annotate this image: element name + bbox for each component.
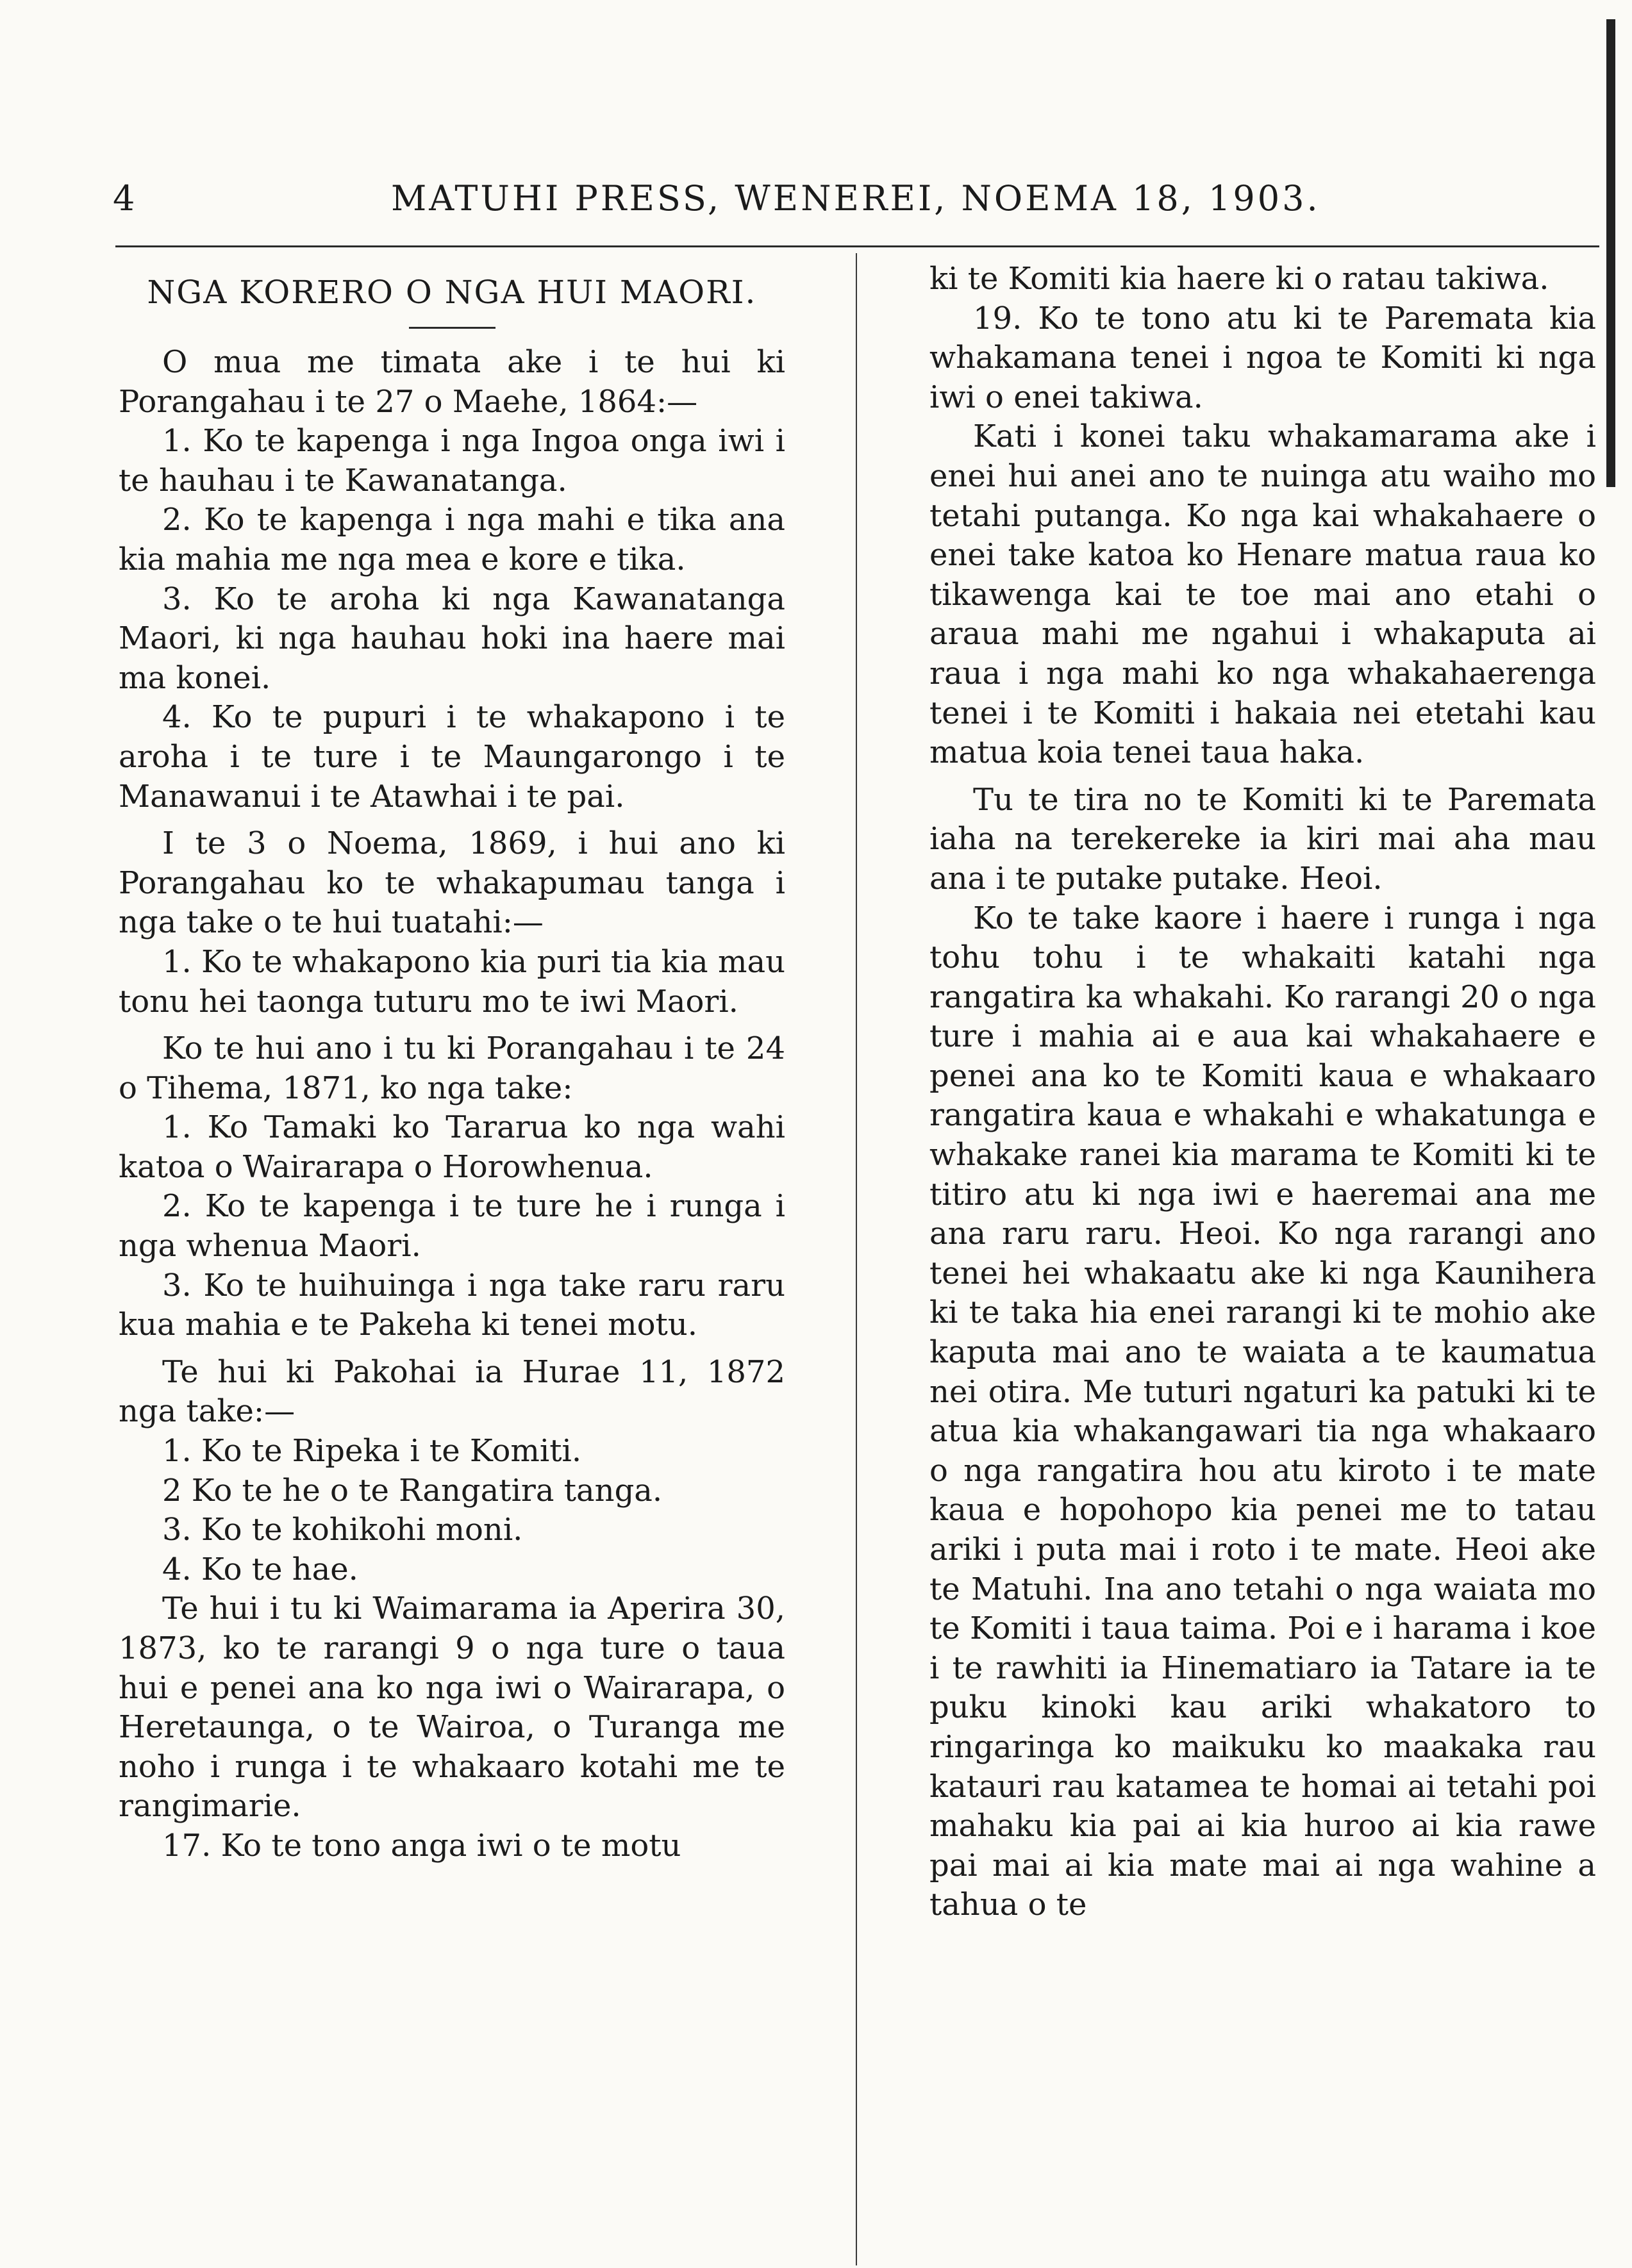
list-item: 3. Ko te huihuinga i nga take raru raru kua mahia e te Pakeha ki tenei motu.	[119, 1267, 785, 1343]
paragraph: Tu te tira no te Komiti ki te Paremata iaha na terekereke ia kiri mai aha mau ana i te putake putake. Heoi.	[929, 781, 1596, 897]
paragraph: Kati i konei taku whakamarama ake i enei hui anei ano te nuinga atu waiho mo tetahi putanga. Ko nga kai whakahaere o enei take katoa ko Henare matua raua ko tikawenga kai te toe mai ano etahi o araua mahi me ngahui i whakaputa ai raua i nga mahi ko nga whakahaerenga tenei i te Komiti i hakaia nei etetahi kau matua koia tenei taua haka.	[929, 418, 1596, 771]
column-divider	[856, 253, 857, 2265]
list-item: 2. Ko te kapenga i nga mahi e tika ana kia mahia me nga mea e kore e tika.	[119, 502, 785, 577]
paragraph: Ko te take kaore i haere i runga i nga tohu tohu i te whakaiti katahi nga rangatira ka whakahi. Ko rarangi 20 o nga ture i mahia ai e aua kai whakahaere e penei ana ko te Komiti kaua e whakaaro rangatira kaua e whakahi e whakatunga e whakake ranei kia marama te Komiti ki te titiro atu ki nga iwi e haeremai ana me ana raru raru. Heoi. Ko nga rarangi ano tenei hei whakaatu ake ki nga Kaunihera ki te taka hia enei rarangi ki te mohio ake kaputa mai ano te waiata a te kaumatua nei otira. Me tuturi ngaturi ka patuki ki te atua kia whakangawari tia nga whakaaro o nga rangatira hou atu kiroto i te mate kaua e hopohopo kia penei me to tatau ariki i puta mai i roto i te mate. Heoi ake te Matuhi. Ina ano tetahi o nga waiata mo te Komiti i taua taima. Poi e i harama i koe i te rawhiti ia Hinematiaro ia Tatare ia te puku kinoki kau ariki whakatoro to ringaringa ko maikuku ko maakaka rau katauri rau katamea te homai ai tetahi poi mahaku kia pai ai kia huroo ai kia rawe pai mai ai kia mate mai ai nga wahine a tahua o te	[929, 900, 1597, 1923]
list-item: 1. Ko te kapenga i nga Ingoa onga iwi i te hauhau i te Kawanatanga.	[119, 423, 785, 499]
list-item: 4. Ko te pupuri i te whakapono i te aroha i te ture i te Maungarongo i te Manawanui i te Atawhai i te pai.	[119, 699, 785, 815]
page-edge-mark	[1606, 19, 1615, 487]
list-item: 19. Ko te tono atu ki te Paremata kia whakamana tenei i ngoa te Komiti ki nga iwi o enei takiwa.	[929, 300, 1596, 415]
list-item: 3. Ko te aroha ki nga Kawanatanga Maori, ki nga hauhau hoki ina haere mai ma konei.	[119, 581, 785, 696]
header-rule	[115, 245, 1599, 247]
list-item: 1. Ko Tamaki ko Tararua ko nga wahi katoa o Wairarapa o Horowhenua.	[119, 1109, 785, 1185]
article-title: NGA KORERO O NGA HUI MAORI.	[147, 274, 757, 311]
paragraph: I te 3 o Noema, 1869, i hui ano ki Porangahau ko te whakapumau tanga i nga take o te hui tuatahi:—	[119, 825, 785, 941]
newspaper-header-title: MATUHI PRESS, WENEREI, NOEMA 18, 1903.	[391, 178, 1320, 219]
page-header	[96, 173, 1590, 224]
left-column	[119, 260, 785, 1866]
paragraph: O mua me timata ake i te hui ki Porangahau i te 27 o Maehe, 1864:—	[119, 344, 785, 420]
list-item: 17. Ko te tono anga iwi o te motu	[162, 1827, 681, 1864]
list-item: 2 Ko te he o te Rangatira tanga.	[162, 1472, 663, 1509]
page-number: 4	[113, 178, 135, 219]
right-column	[929, 260, 1596, 1925]
list-item: 3. Ko te kohikohi moni.	[162, 1512, 523, 1548]
list-item: 4. Ko te hae.	[162, 1551, 358, 1587]
list-item: 2. Ko te kapenga i te ture he i runga i nga whenua Maori.	[119, 1188, 785, 1264]
title-rule	[409, 327, 495, 329]
paragraph: Te hui i tu ki Waimarama ia Aperira 30, 1873, ko te rarangi 9 o nga ture o taua hui e penei ana ko nga iwi o Wairarapa, o Heretaunga, o te Wairoa, o Turanga me noho i runga i te whakaaro kotahi me te rangimarie.	[119, 1591, 785, 1825]
list-item: 1. Ko te whakapono kia puri tia kia mau tonu hei taonga tuturu mo te iwi Maori.	[119, 943, 785, 1020]
paragraph: Ko te hui ano i tu ki Porangahau i te 24 o Tihema, 1871, ko nga take:	[119, 1031, 785, 1106]
paragraph: Te hui ki Pakohai ia Hurae 11, 1872 nga take:—	[119, 1353, 785, 1430]
list-item: 1. Ko te Ripeka i te Komiti.	[162, 1433, 582, 1469]
paragraph: ki te Komiti kia haere ki o ratau takiwa.	[929, 261, 1549, 297]
